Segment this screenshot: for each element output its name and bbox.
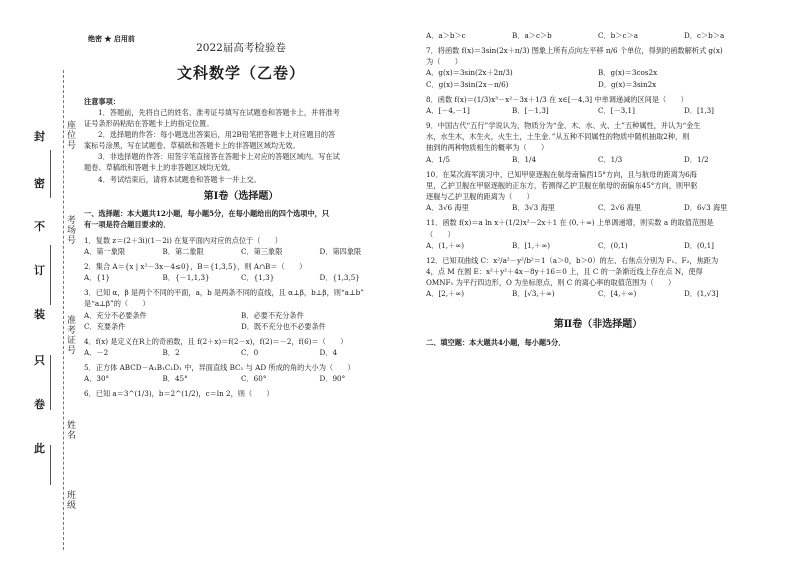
- notice-line: 2．选择题的作答：每小题选出答案后，用2B铅笔把答题卡上对应题目的答: [98, 129, 336, 139]
- seal-char: 不: [34, 220, 45, 233]
- option: B．45°: [162, 374, 188, 384]
- option: B．{－1,1,3}: [162, 273, 210, 283]
- option: B．a＞c＞b: [512, 31, 552, 40]
- option: C．(0,1): [598, 240, 628, 250]
- option: C．{1,3}: [241, 273, 275, 283]
- question-10-cont: 里，乙护卫舰在甲驱逐舰的正东方，若测得乙护卫舰在航母的南偏东45°方向，则甲驱: [426, 180, 698, 190]
- question-5: 5．正方体 ABCD－A₁B₁C₁D₁ 中，异面直线 BC₁ 与 AD 所成的角的大小为（ ）: [84, 363, 355, 373]
- question-12-options: [426, 288, 770, 299]
- right-column: [426, 30, 770, 348]
- option: A．{1}: [84, 273, 111, 283]
- question-3: 3．已知 α，β 是两个不同的平面，a，b 是两条不同的直线，且 α⊥β，b⊥β，则“a⊥b”: [84, 288, 364, 298]
- option: A．－2: [84, 347, 109, 357]
- option: D．6√3 海里: [684, 203, 728, 213]
- question-10: 10．在某次海军演习中，已知甲驱逐舰在航母南偏西15°方向，且与航母的距离为6海: [426, 169, 697, 179]
- option: A．1/5: [426, 154, 450, 164]
- option: B．3√3 海里: [512, 203, 555, 213]
- question-7-cont: 为（ ）: [426, 57, 462, 67]
- question-7-options: [426, 79, 770, 90]
- binding-strip: [0, 0, 84, 562]
- option: D．90°: [319, 374, 346, 384]
- option: C．[4,＋∞): [598, 289, 637, 299]
- question-6: 6．已知 a＝3^(1/3)，b＝2^(1/2)，c＝ln 2，则（ ）: [84, 389, 274, 399]
- notice-line: 4．考试结束后，请将本试题卷和答题卡一并上交。: [98, 174, 261, 184]
- part2-title: 第Ⅱ卷（非选择题）: [553, 319, 643, 331]
- field-exam-id: 准考证号: [65, 315, 75, 355]
- question-12-cont: OMNF₁ 为平行四边形，O 为坐标原点，则 C 的离心率的取值范围为（ ）: [426, 278, 676, 288]
- field-line: [50, 245, 51, 305]
- notice-line: 3．非选择题的作答：用签字笔直接答在答题卡上对应的答题区域内。写在试: [98, 152, 340, 162]
- option: A．g(x)＝3sin(2x＋2π/3): [426, 68, 513, 78]
- option: A．第一象限: [84, 246, 126, 256]
- question-9-cont: 抽到的两种物质相生的概率为（ ）: [426, 143, 549, 153]
- option: D．(0,1]: [684, 240, 714, 250]
- option: A．(1,＋∞): [426, 240, 465, 250]
- option: B．[√3,＋∞): [512, 289, 555, 299]
- part1-instruction: 一、选择题：本大题共12小题，每小题5分，在每小题给出的四个选项中，只: [84, 209, 330, 219]
- option: D．第四象限: [319, 246, 362, 256]
- field-class: 班级: [65, 490, 75, 510]
- question-3-options: [84, 310, 398, 321]
- option: B．[1,＋∞): [512, 240, 551, 250]
- option: C．g(x)＝3sin(2x－π/6): [426, 79, 509, 89]
- option: A．充分不必要条件: [84, 310, 147, 320]
- notice-line: 案标号涂黑，写在试题卷、草稿纸和答题卡上的非答题区域均无效。: [84, 141, 300, 151]
- question-4: 4．f(x) 是定义在R上的奇函数，且 f(2＋x)＝f(2－x)，f(2)＝－2，f(6)＝（ ）: [84, 336, 348, 346]
- question-7-options: [426, 67, 770, 78]
- question-12-cont: 4，点 M 在圆 E：x²＋y²＋4x－8y＋16＝0 上，且 C 的一条渐近线上存在点 N，使得: [426, 266, 703, 276]
- field-name: 姓名: [65, 420, 75, 440]
- seal-char: 卷: [34, 398, 45, 411]
- question-6-options: [426, 30, 770, 41]
- question-1-options: [84, 246, 398, 257]
- option: D．g(x)＝3sin2x: [598, 79, 657, 89]
- question-2: 2．集合 A＝{x | x²－3x－4≤0}，B＝{1,3,5}，则 A∩B＝（ ）: [84, 261, 307, 271]
- option: D．既不充分也不必要条件: [241, 321, 326, 331]
- option: B．2: [162, 347, 180, 357]
- option: C．b＞c＞a: [598, 31, 638, 40]
- seal-char: 封: [34, 130, 45, 143]
- question-5-options: [84, 373, 398, 384]
- question-11: 11．函数 f(x)＝a ln x＋(1/2)x²－2x＋1 在 (0,＋∞) 上单调递增，则实数 a 的取值范围是: [426, 218, 714, 228]
- field-line: [50, 445, 51, 485]
- question-7: 7．将函数 f(x)＝3sin(2x＋π/3) 图象上所有点向左平移 π/6 个单位，得到的函数解析式 g(x): [426, 46, 723, 56]
- field-room-number: 考场号: [65, 215, 75, 245]
- option: B．g(x)＝3cos2x: [598, 68, 658, 78]
- confidential-mark: 绝密 ★ 启用前: [88, 34, 135, 43]
- option: A．30°: [84, 374, 110, 384]
- question-9: 9．中国古代“五行”学说认为，物质分为“金、木、水、火、土”五种属性，并认为“金生: [426, 121, 701, 131]
- question-10-cont: 逐舰与乙护卫舰的距离为（ ）: [426, 192, 534, 202]
- question-11-options: [426, 240, 770, 251]
- option: D．c＞b＞a: [684, 31, 725, 40]
- option: C．1/3: [598, 154, 623, 164]
- question-12: 12．已知双曲线 C：x²/a²－y²/b²＝1（a＞0，b＞0）的左、右焦点分别为 F₁、F₂，焦距为: [426, 255, 719, 265]
- option: C．[－3,1]: [598, 105, 635, 115]
- seal-char: 只: [34, 354, 45, 367]
- question-11-cont: （ ）: [426, 229, 455, 239]
- option: A．[2,＋∞): [426, 289, 465, 299]
- option: C．60°: [241, 374, 267, 384]
- seal-char: 密: [34, 177, 45, 190]
- question-3-cont: 是“a⊥β”的（ ）: [84, 299, 150, 309]
- option: C．2√6 海里: [598, 203, 642, 213]
- field-line: [50, 355, 51, 410]
- exam-title: 2022届高考检验卷: [196, 42, 286, 54]
- question-1: 1．复数 z＝(2＋3i)(1－2i) 在复平面内对应的点位于（ ）: [84, 235, 282, 245]
- option: B．必要不充分条件: [241, 310, 304, 320]
- option: B．第二象限: [162, 246, 204, 256]
- notice-heading: 注意事项：: [84, 96, 120, 106]
- field-seat-number: 座位号: [65, 120, 75, 150]
- seal-char: 订: [34, 264, 45, 277]
- option: C．0: [241, 347, 259, 357]
- part1-title: 第Ⅰ卷（选择题）: [203, 190, 279, 202]
- notice-line: 证号条形码粘贴在答题卡上的指定位置。: [84, 118, 214, 128]
- option: D．{1,3,5}: [319, 273, 360, 283]
- field-line: [50, 150, 51, 198]
- option: B．1/4: [512, 154, 537, 164]
- option: D．1/2: [684, 154, 709, 164]
- option: A．3√6 海里: [426, 203, 469, 213]
- question-3-options: [84, 321, 398, 332]
- option: B．[－1,3]: [512, 105, 549, 115]
- option: C．充要条件: [84, 321, 126, 331]
- seal-char: 此: [34, 442, 45, 455]
- part1-instruction: 有一项是符合题目要求的．: [84, 220, 171, 230]
- left-column: [84, 30, 398, 400]
- option: D．4: [319, 347, 338, 357]
- option: C．第三象限: [241, 246, 283, 256]
- question-8: 8．函数 f(x)＝(1/3)x³－x²－3x＋1/3 在 x∈[－4,3] 中单调递减的区间是（ ）: [426, 94, 688, 104]
- question-4-options: [84, 347, 398, 358]
- notice-line: 题卷、草稿纸和答题卡上的非答题区域均无效。: [84, 163, 235, 173]
- option: A．[－4,－1]: [426, 105, 470, 115]
- question-9-cont: 水，水生木，木生火，火生土，土生金．”从五种不同属性的物质中随机抽取2种，则: [426, 132, 690, 142]
- part2-instruction: 二、填空题：本大题共4小题，每小题5分．: [426, 337, 566, 347]
- option: D．(1,√3]: [684, 289, 719, 299]
- option: A．a＞b＞c: [426, 31, 466, 40]
- seal-char: 装: [34, 308, 45, 321]
- option: D．[1,3]: [684, 105, 714, 115]
- question-2-options: [84, 272, 398, 283]
- question-8-options: [426, 105, 770, 116]
- notice-line: 1．答题前，先将自己的姓名、准考证号填写在试题卷和答题卡上，并将准考: [98, 107, 340, 117]
- exam-subtitle: 文科数学（乙卷）: [176, 64, 305, 83]
- question-9-options: [426, 154, 770, 165]
- question-10-options: [426, 202, 770, 213]
